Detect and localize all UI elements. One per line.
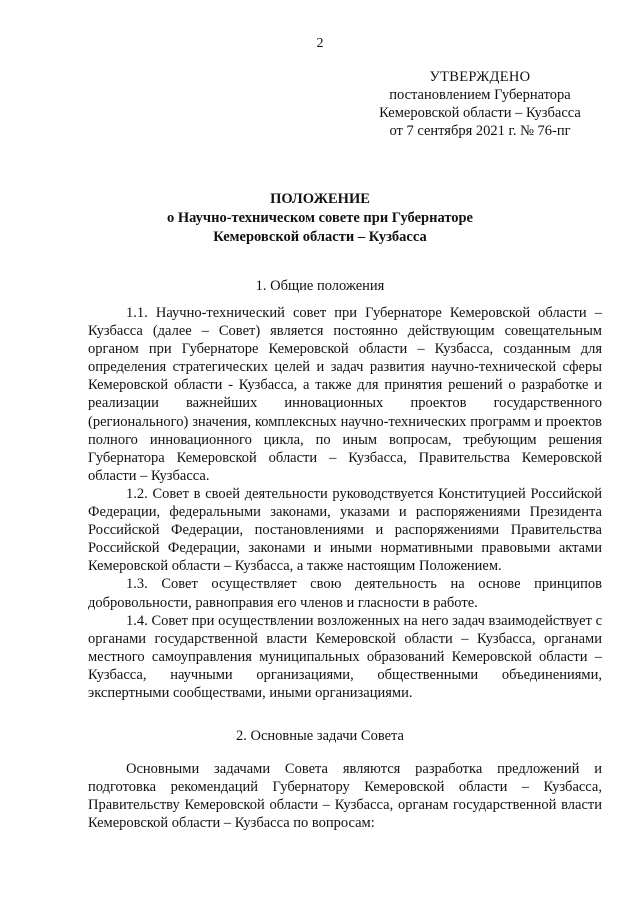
approval-line: постановлением Губернатора [389,87,571,103]
approval-line: Кемеровской области – Кузбасса [379,105,581,121]
approval-heading: УТВЕРЖДЕНО [429,69,531,85]
approval-stamp [360,68,600,140]
title-line: Кемеровской области – Кузбасса [213,229,427,245]
paragraph: 1.1. Научно-технический совет при Губернаторе Кемеровской области – Кузбасса (далее – Совет) является постоянно действующим совещательным органом при Губернаторе Кемеровской области – Кузбасса, созданным для определения стратегических целей и задач развития научно-технической сферы Кемеровской области - Кузбасса, а также для принятия решений о разработке и реализации важнейших инновационных проектов государственного (регионального) значения, комплексных научно-технических программ и проектов полного инновационного цикла, по иным вопросам, требующим решения Губернатора Кемеровской области – Кузбасса, Правительства Кемеровской области – Кузбасса. [88,305,602,484]
approval-date-line: от 7 сентября 2021 г. № 76-пг [389,123,571,139]
section-body-general [88,304,602,702]
paragraph: 1.2. Совет в своей деятельности руководствуется Конституцией Российской Федерации, федеральными законами, указами и распоряжениями Президента Российской Федерации, постановлениями и распоряжениями Правительства Российской Федерации, законами и иными нормативными правовыми актами Кемеровской области – Кузбасса, а также настоящим Положением. [88,485,602,575]
title-line: ПОЛОЖЕНИЕ [270,191,370,207]
page-number: 2 [316,36,324,51]
paragraph: 1.4. Совет при осуществлении возложенных на него задач взаимодействует с органами государственной власти Кемеровской области – Кузбасса, органами местного самоуправления муниципальных образований Кемеровской области – Кузбасса, научными организациями, общественными объединениями, экспертными сообществами, иными организациями. [88,612,602,701]
paragraph: 1.3. Совет осуществляет свою деятельность на основе принципов добровольности, равноправия его членов и гласности в работе. [88,576,602,611]
paragraph: Основными задачами Совета являются разработка предложений и подготовка рекомендаций Губернатору Кемеровской области – Кузбасса, Правительству Кемеровской области – Кузбасса, органам государственной власти Кемеровской области – Кузбасса по вопросам: [88,761,602,832]
section-heading-tasks: 2. Основные задачи Совета [236,728,404,744]
section-heading-general: 1. Общие положения [255,278,385,294]
section-body-tasks [88,760,602,832]
document-title [0,190,640,247]
title-line: о Научно-техническом совете при Губернаторе [167,210,473,226]
